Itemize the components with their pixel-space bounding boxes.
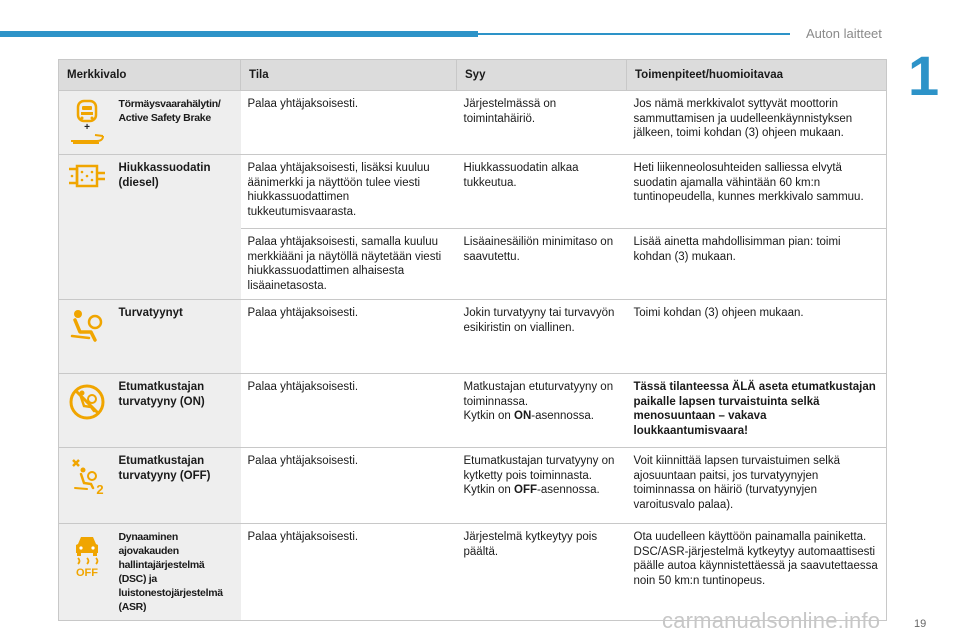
cause-cell: Hiukkassuodatin alkaa tukkeutua. [457, 155, 627, 229]
action-cell: Ota uudelleen käyttöön painamalla painiketta. DSC/ASR-järjestelmä kytkeytyy automaattisesti päälle autoa käynnistettäessä ja saavutettaessa noin 50 km:n tuntinopeus. [627, 524, 887, 621]
icon-cell [59, 91, 115, 155]
state-cell: Palaa yhtäjaksoisesti. [241, 448, 457, 524]
passenger-airbag-off-icon [67, 456, 107, 496]
header-accent-line [478, 33, 790, 35]
header-accent-bar [0, 31, 478, 37]
cause-cell: Järjestelmä kytkeytyy pois päältä. [457, 524, 627, 621]
svg-text:2: 2 [96, 482, 104, 496]
airbag-icon [69, 308, 105, 342]
watermark: carmanualsonline.info [662, 608, 881, 633]
header-syy: Syy [457, 60, 627, 91]
warning-light-name: Törmäysvaarahälytin/ Active Safety Brake [115, 91, 241, 155]
icon-cell [59, 448, 115, 524]
warning-light-name: Hiukkassuodatin (diesel) [115, 155, 241, 300]
section-title: Auton laitteet [806, 26, 882, 41]
warning-light-name: Dynaaminen ajovakauden hallintajärjestelmä (DSC) ja luistonestojärjestelmä (ASR) [115, 524, 241, 621]
active-safety-brake-warning-icon [67, 99, 107, 145]
table-row [59, 448, 887, 524]
warning-light-name: Etumatkustajan turvatyyny (OFF) [115, 448, 241, 524]
header-tila: Tila [241, 60, 457, 91]
cause-cell: Matkustajan etuturvatyyny on toiminnassa. Kytkin on ON-asennossa. [457, 374, 627, 448]
cause-cell: Jokin turvatyyny tai turvavyön esikiristin on viallinen. [457, 300, 627, 374]
svg-text:+: + [83, 122, 90, 133]
particle-filter-icon [67, 163, 107, 189]
action-cell: Toimi kohdan (3) ohjeen mukaan. [627, 300, 887, 374]
action-cell: Jos nämä merkkivalot syttyvät moottorin sammuttamisen ja uudelleenkäynnistyksen jälkeen, toimi kohdan (3) ohjeen mukaan. [627, 91, 887, 155]
warning-lights-table [58, 59, 887, 621]
warning-light-name: Etumatkustajan turvatyyny (ON) [115, 374, 241, 448]
dsc-asr-off-icon [67, 532, 107, 578]
table-row [59, 524, 887, 621]
action-cell: Heti liikenneolosuhteiden salliessa elvytä suodatin ajamalla vähintään 60 km:n tuntinopeudella, kunnes merkkivalo sammuu. [627, 155, 887, 229]
state-cell: Palaa yhtäjaksoisesti, lisäksi kuuluu äänimerkki ja näyttöön tulee viesti hiukkassuodattimen tukkeutumisvaarasta. [241, 155, 457, 229]
chapter-number: 1 [908, 44, 940, 107]
table-row [59, 374, 887, 448]
table-row [59, 155, 887, 229]
header-merkkivalo: Merkkivalo [59, 60, 241, 91]
header-toimenpiteet: Toimenpiteet/huomioitavaa [627, 60, 887, 91]
cause-cell: Järjestelmässä on toimintahäiriö. [457, 91, 627, 155]
action-cell: Lisää ainetta mahdollisimman pian: toimi kohdan (3) mukaan. [627, 229, 887, 300]
state-cell: Palaa yhtäjaksoisesti. [241, 524, 457, 621]
state-cell: Palaa yhtäjaksoisesti, samalla kuuluu merkkiääni ja näytöllä näytetään viesti hiukkassuodattimen alhaisesta lisäainetasosta. [241, 229, 457, 300]
page-number: 19 [914, 618, 927, 630]
table-row [59, 300, 887, 374]
warning-light-name: Turvatyynyt [115, 300, 241, 374]
dsc-off-label: OFF [75, 567, 98, 578]
icon-cell [59, 300, 115, 374]
state-cell: Palaa yhtäjaksoisesti. [241, 374, 457, 448]
table-header-row [59, 60, 887, 91]
icon-cell [59, 524, 115, 621]
action-cell: Tässä tilanteessa ÄLÄ aseta etumatkustajan paikalle lapsen turvaistuinta selkä menosuuntaan – vakava loukkaantumisvaara! [627, 374, 887, 448]
cause-cell: Etumatkustajan turvatyyny on kytketty pois toiminnasta. Kytkin on OFF-asennossa. [457, 448, 627, 524]
table-row [59, 91, 887, 155]
cause-cell: Lisäainesäiliön minimitaso on saavutettu. [457, 229, 627, 300]
state-cell: Palaa yhtäjaksoisesti. [241, 91, 457, 155]
icon-cell [59, 155, 115, 300]
icon-cell [59, 374, 115, 448]
state-cell: Palaa yhtäjaksoisesti. [241, 300, 457, 374]
passenger-airbag-on-icon [67, 382, 107, 422]
action-cell: Voit kiinnittää lapsen turvaistuimen selkä ajosuuntaan paitsi, jos turvatyynyjen toiminnassa on häiriö (turvatyynyjen varoitusvalo palaa). [627, 448, 887, 524]
